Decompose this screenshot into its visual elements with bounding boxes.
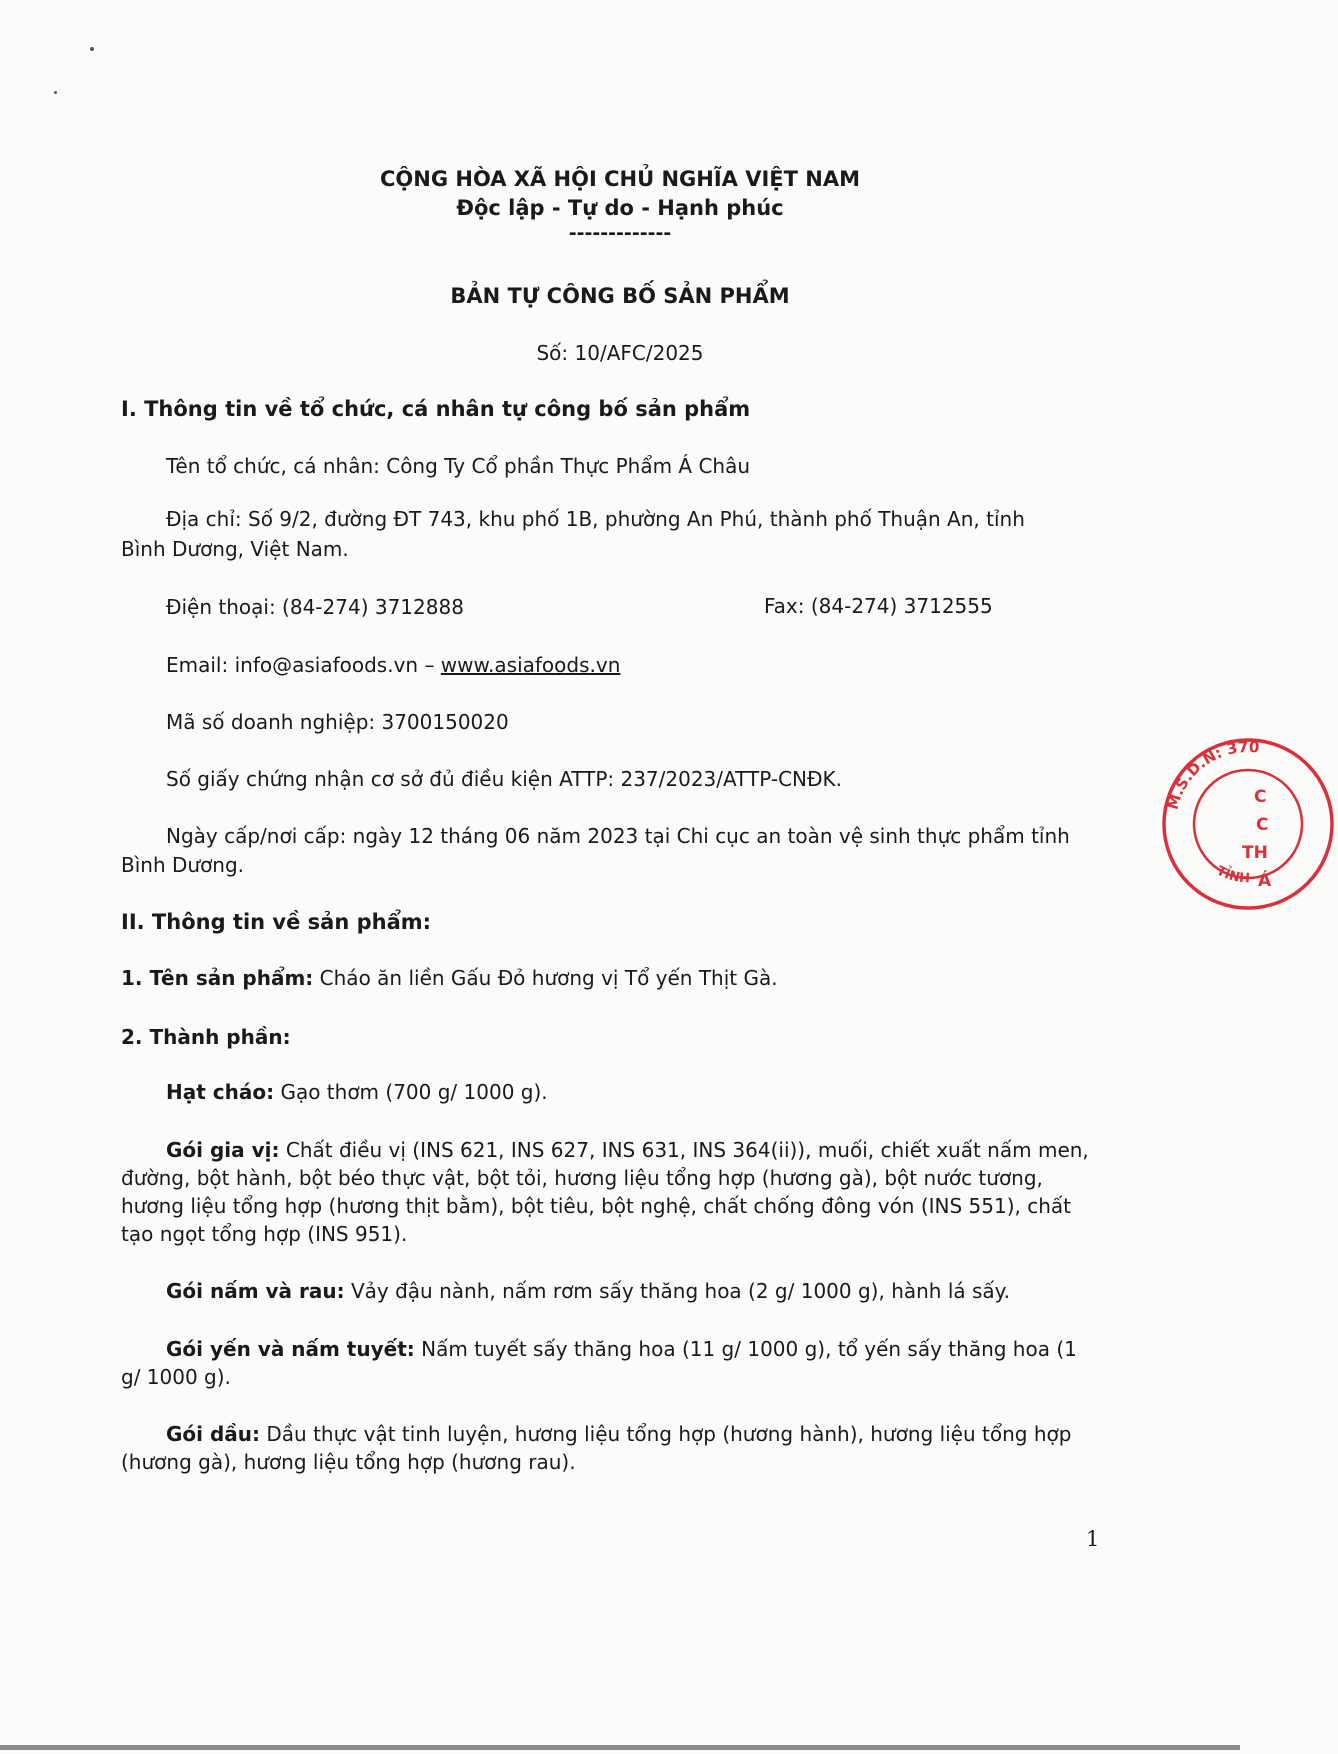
issue-info-line-1: Ngày cấp/nơi cấp: ngày 12 tháng 06 năm 2023 tại Chi cục an toàn vệ sinh thực phẩm tỉnh bbox=[166, 824, 1070, 848]
organization-name: Tên tổ chức, cá nhân: Công Ty Cổ phần Thực Phẩm Á Châu bbox=[166, 454, 751, 478]
seal-center-text: C bbox=[1256, 815, 1269, 835]
email-line bbox=[166, 653, 620, 677]
ingredient-label: Gói nấm và rau: bbox=[166, 1279, 345, 1303]
ingredient-text: Dầu thực vật tinh luyện, hương liệu tổng hợp (hương hành), hương liệu tổng hợp (hương gà), hương liệu tổng hợp (hương rau). bbox=[121, 1422, 1072, 1474]
ingredient-item bbox=[121, 1078, 1101, 1106]
email-text: Email: info@asiafoods.vn – bbox=[166, 653, 441, 677]
ingredient-item bbox=[121, 1136, 1101, 1248]
seal-center-text: C bbox=[1254, 787, 1267, 807]
ingredient-text: Chất điều vị (INS 621, INS 627, INS 631, INS 364(ii)), muối, chiết xuất nấm men, đường, bột hành, bột béo thực vật, bột tỏi, hương liệu tổng hợp (hương gà), bột nước tương, hương liệu tổng hợp (hương thịt bằm), bột tiêu, bột nghệ, chất chống đông vón (INS 551), chất tạo ngọt tổng hợp (INS 951). bbox=[121, 1138, 1089, 1246]
product-name-value: Cháo ăn liền Gấu Đỏ hương vị Tổ yến Thịt Gà. bbox=[313, 966, 778, 990]
fax-number: Fax: (84-274) 3712555 bbox=[764, 594, 993, 618]
company-seal bbox=[1158, 734, 1338, 914]
ingredients-title: 2. Thành phần: bbox=[121, 1025, 291, 1049]
page-number: 1 bbox=[1086, 1527, 1100, 1551]
scan-speck bbox=[90, 47, 94, 51]
tax-code: Mã số doanh nghiệp: 3700150020 bbox=[166, 710, 509, 734]
issue-info-line-2: Bình Dương. bbox=[121, 853, 245, 877]
seal-center-text: Á bbox=[1258, 871, 1272, 891]
document-title: BẢN TỰ CÔNG BỐ SẢN PHẨM bbox=[450, 284, 790, 308]
document-number: Số: 10/AFC/2025 bbox=[536, 341, 704, 365]
seal-center-text: TH bbox=[1242, 843, 1268, 863]
ingredient-item bbox=[121, 1335, 1101, 1391]
ingredient-item bbox=[121, 1420, 1101, 1476]
ingredient-text: Vảy đậu nành, nấm rơm sấy thăng hoa (2 g/ 1000 g), hành lá sấy. bbox=[344, 1279, 1011, 1303]
ingredient-label: Gói yến và nấm tuyết: bbox=[166, 1337, 415, 1361]
address-line-1: Địa chỉ: Số 9/2, đường ĐT 743, khu phố 1B, phường An Phú, thành phố Thuận An, tỉnh bbox=[166, 507, 1025, 531]
ingredient-label: Gói dầu: bbox=[166, 1422, 261, 1446]
section-2-title: II. Thông tin về sản phẩm: bbox=[121, 910, 432, 934]
food-safety-certificate: Số giấy chứng nhận cơ sở đủ điều kiện ATTP: 237/2023/ATTP-CNĐK. bbox=[166, 767, 842, 791]
ingredient-label: Gói gia vị: bbox=[166, 1138, 280, 1162]
scan-speck bbox=[54, 91, 57, 94]
ingredient-text: Gạo thơm (700 g/ 1000 g). bbox=[274, 1080, 548, 1104]
phone-number: Điện thoại: (84-274) 3712888 bbox=[166, 595, 464, 619]
scan-bottom-border bbox=[0, 1745, 1240, 1750]
national-motto: Độc lập - Tự do - Hạnh phúc bbox=[456, 196, 784, 220]
section-1-title: I. Thông tin về tổ chức, cá nhân tự công bố sản phẩm bbox=[121, 397, 751, 421]
seal-ring-text: M.S.D.N: 370 bbox=[1163, 737, 1261, 812]
ingredient-text: Nấm tuyết sấy thăng hoa (11 g/ 1000 g), tổ yến sấy thăng hoa (1 g/ 1000 g). bbox=[121, 1337, 1077, 1389]
address-line-2: Bình Dương, Việt Nam. bbox=[121, 537, 349, 561]
product-name bbox=[121, 966, 778, 990]
product-name-label: 1. Tên sản phẩm: bbox=[121, 966, 314, 990]
website-link[interactable]: www.asiafoods.vn bbox=[440, 653, 621, 677]
ingredient-label: Hạt cháo: bbox=[166, 1080, 275, 1104]
seal-bottom-text: TỈNH bbox=[1213, 863, 1251, 887]
header-divider: ------------- bbox=[568, 222, 672, 244]
country-name: CỘNG HÒA XÃ HỘI CHỦ NGHĨA VIỆT NAM bbox=[379, 167, 860, 191]
ingredient-item bbox=[121, 1277, 1101, 1305]
